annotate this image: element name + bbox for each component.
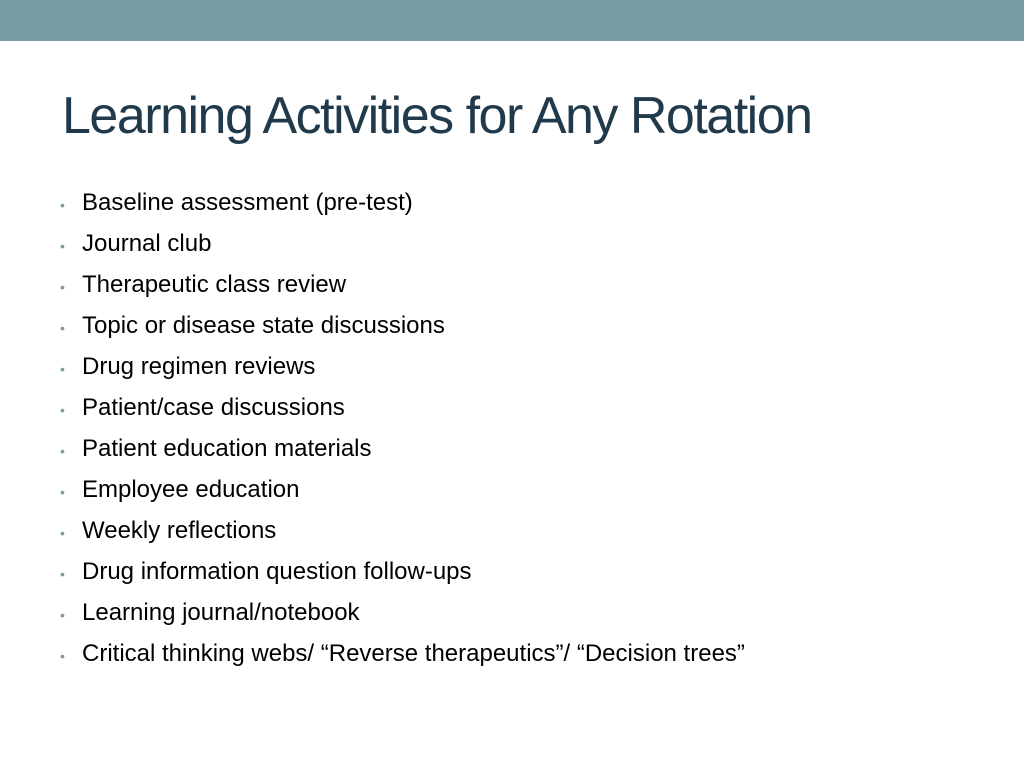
bullet-dot-icon: • [60, 484, 65, 500]
list-item [60, 592, 745, 633]
bullet-dot-icon: • [60, 648, 65, 664]
list-item-text: Patient/case discussions [82, 394, 345, 421]
bullet-dot-icon: • [60, 279, 65, 295]
list-item [60, 633, 745, 674]
bullet-dot-icon: • [60, 238, 65, 254]
list-item-text: Learning journal/notebook [82, 599, 360, 626]
list-item [60, 182, 745, 223]
list-item-text: Journal club [82, 230, 212, 257]
list-item [60, 387, 745, 428]
list-item-text: Weekly reflections [82, 517, 277, 544]
list-item-text: Drug regimen reviews [82, 353, 316, 380]
list-item [60, 223, 745, 264]
list-item [60, 264, 745, 305]
bullet-dot-icon: • [60, 361, 65, 377]
list-item [60, 510, 745, 551]
list-item [60, 346, 745, 387]
list-item-text: Employee education [82, 476, 300, 503]
list-item-text: Patient education materials [82, 435, 372, 462]
bullet-list [60, 182, 745, 674]
bullet-dot-icon: • [60, 607, 65, 623]
bullet-dot-icon: • [60, 443, 65, 459]
bullet-dot-icon: • [60, 320, 65, 336]
list-item-text: Therapeutic class review [82, 271, 347, 298]
bullet-dot-icon: • [60, 566, 65, 582]
bullet-dot-icon: • [60, 197, 65, 213]
slide-title: Learning Activities for Any Rotation [62, 87, 812, 145]
list-item [60, 469, 745, 510]
bullet-dot-icon: • [60, 525, 65, 541]
list-item [60, 428, 745, 469]
list-item [60, 305, 745, 346]
slide-header-bar [0, 0, 1024, 41]
bullet-dot-icon: • [60, 402, 65, 418]
list-item [60, 551, 745, 592]
list-item-text: Drug information question follow-ups [82, 558, 472, 585]
list-item-text: Critical thinking webs/ “Reverse therapeutics”/ “Decision trees” [82, 640, 745, 667]
list-item-text: Topic or disease state discussions [82, 312, 445, 339]
list-item-text: Baseline assessment (pre-test) [82, 189, 413, 216]
